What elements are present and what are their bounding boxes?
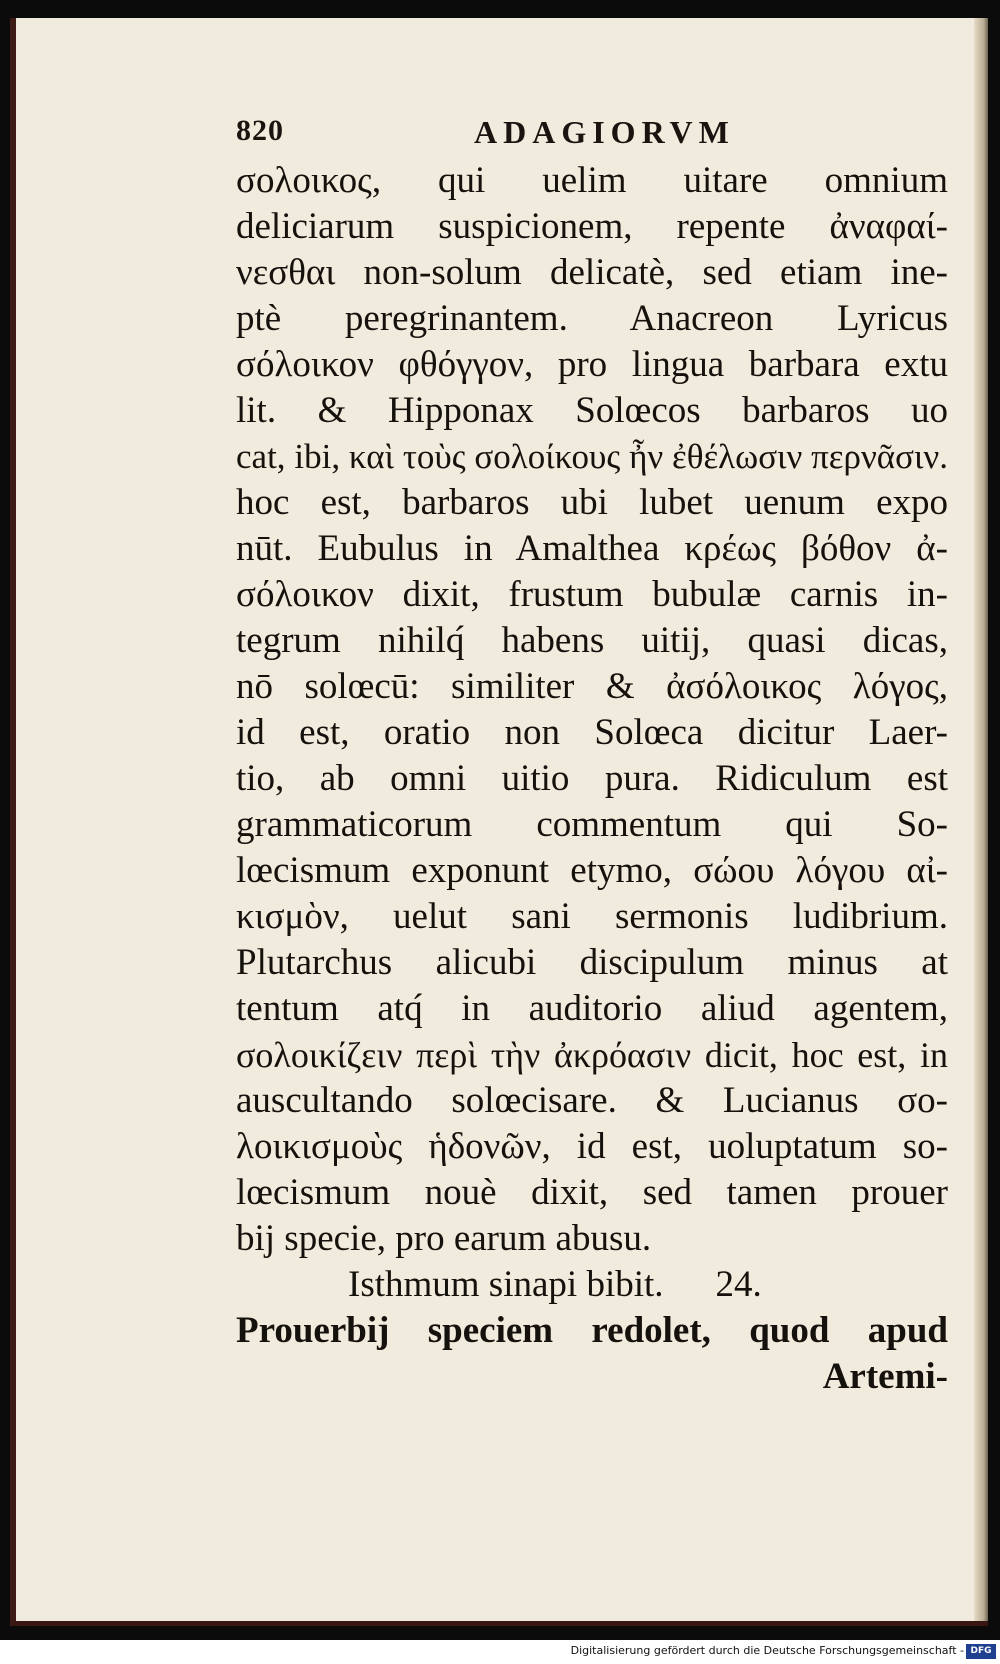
- text-line: tegrum nihilq́ habens uitij, quasi dicas,: [236, 620, 948, 661]
- text-line: nūt. Eubulus in Amalthea κρέως βόθον ἀ-: [236, 528, 948, 569]
- text-line: nō solœcū: similiter & ἀσόλοικος λόγος,: [236, 666, 948, 707]
- adage-number: 24.: [715, 1264, 762, 1305]
- text-line: σολοικος, qui uelim uitare omnium: [236, 160, 948, 201]
- text-line: deliciarum suspicionem, repente ἀναφαί-: [236, 206, 948, 247]
- catchword: Artemi-: [822, 1356, 948, 1397]
- text-line: tentum atq́ in auditorio aliud agentem,: [236, 988, 948, 1029]
- footer-credit: Digitalisierung gefördert durch die Deutsche Forschungsgemeinschaft -: [570, 1644, 964, 1657]
- text-line: ptè peregrinantem. Anacreon Lyricus: [236, 298, 948, 339]
- body-text: [236, 158, 948, 1400]
- text-line: bij specie, pro earum abusu.: [236, 1218, 652, 1259]
- text-line: lœcismum nouè dixit, sed tamen prouer: [236, 1172, 948, 1213]
- text-line: κισμὸν, uelut sani sermonis ludibrium.: [236, 896, 948, 937]
- text-line: auscultando solœcisare. & Lucianus σο-: [236, 1080, 948, 1121]
- running-head: ADAGIORVM: [474, 114, 735, 150]
- dfg-logo-icon: DFG: [966, 1644, 996, 1659]
- page-edge: [974, 18, 988, 1621]
- text-line: lœcismum exponunt etymo, σώου λόγου αἰ-: [236, 850, 948, 891]
- text-line: lit. & Hipponax Solœcos barbaros uo: [236, 390, 948, 431]
- text-line: νεσθαι non-solum delicatè, sed etiam ine-: [236, 252, 948, 293]
- text-line: id est, oratio non Solœca dicitur Laer-: [236, 712, 948, 753]
- text-line: σόλοικον dixit, frustum bubulæ carnis in-: [236, 574, 948, 615]
- text-line: Prouerbij speciem redolet, quod apud: [236, 1310, 948, 1351]
- text-line: λοικισμοὺς ἡδονῶν, id est, uoluptatum so-: [236, 1126, 948, 1167]
- text-line: grammaticorum commentum qui So-: [236, 804, 948, 845]
- page-number: 820: [236, 114, 284, 147]
- text-line: σολοικίζειν περὶ τὴν ἀκρόασιν dicit, hoc est, in: [236, 1035, 948, 1075]
- page-header: [236, 114, 936, 154]
- text-line: hoc est, barbaros ubi lubet uenum expo: [236, 482, 948, 523]
- text-line: tio, ab omni uitio pura. Ridiculum est: [236, 758, 948, 799]
- digitization-footer: [0, 1640, 1000, 1664]
- adage-title: Isthmum sinapi bibit.: [348, 1264, 664, 1305]
- text-line: cat, ibi, καὶ τοὺς σολοίκους ἦν ἐθέλωσιν περνᾶσιν.: [236, 437, 948, 476]
- adage-heading: [236, 1262, 948, 1308]
- text-line: Plutarchus alicubi discipulum minus at: [236, 942, 948, 983]
- text-line: σόλοικον φθόγγον, pro lingua barbara extu: [236, 344, 948, 385]
